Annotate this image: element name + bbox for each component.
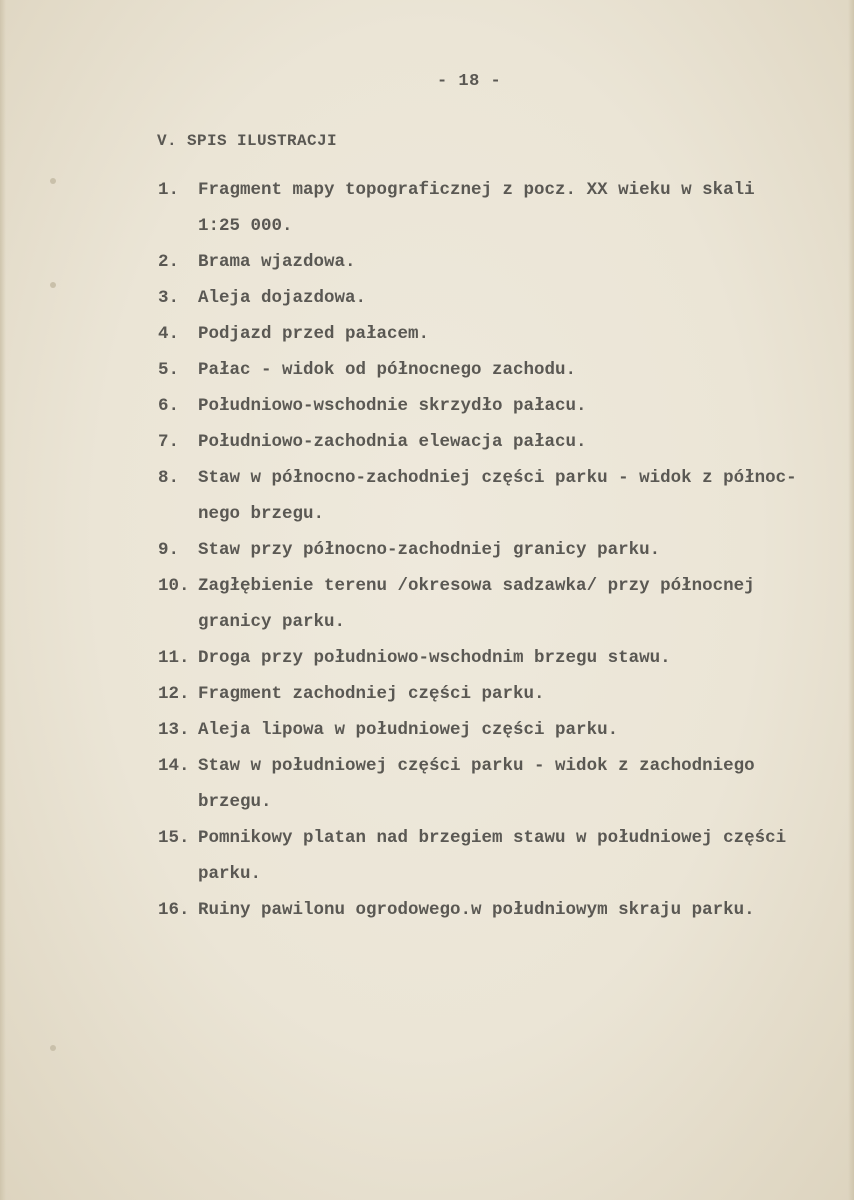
caption-line: Aleja lipowa w południowej części parku. [198, 720, 619, 740]
item-number: 12. [158, 684, 190, 704]
item-caption [198, 676, 545, 712]
binding-hole-mark [50, 282, 56, 288]
item-number: 5. [158, 360, 180, 380]
caption-line: 1:25 000. [198, 216, 293, 236]
item-number: 8. [158, 468, 180, 488]
page-edge-right [848, 0, 854, 1200]
list-item [158, 460, 797, 532]
illustration-list [158, 172, 797, 928]
list-item [158, 388, 797, 424]
item-caption [198, 712, 618, 748]
list-item [158, 640, 797, 676]
binding-hole-mark [50, 178, 56, 184]
caption-line: Brama wjazdowa. [198, 252, 356, 272]
list-item [158, 748, 797, 820]
item-number: 13. [158, 720, 190, 740]
caption-line: Staw w północno-zachodniej części parku - widok z północ- [198, 468, 797, 488]
caption-line: Droga przy południowo-wschodnim brzegu stawu. [198, 648, 671, 668]
item-caption [198, 280, 366, 316]
caption-line: Pałac - widok od północnego zachodu. [198, 360, 577, 380]
item-caption [198, 820, 786, 892]
list-item [158, 280, 797, 316]
item-caption [198, 748, 755, 820]
list-item [158, 316, 797, 352]
item-number: 4. [158, 324, 180, 344]
caption-line: Podjazd przed pałacem. [198, 324, 430, 344]
caption-line: nego brzegu. [198, 504, 325, 524]
section-heading: V. SPIS ILUSTRACJI [157, 132, 338, 150]
caption-line: brzegu. [198, 792, 272, 812]
caption-line: Staw przy północno-zachodniej granicy parku. [198, 540, 661, 560]
caption-line: Staw w południowej części parku - widok z zachodniego [198, 756, 755, 776]
item-number: 6. [158, 396, 180, 416]
item-number: 2. [158, 252, 180, 272]
caption-line: Pomnikowy platan nad brzegiem stawu w południowej części [198, 828, 787, 848]
item-caption [198, 568, 755, 640]
list-item [158, 892, 797, 928]
list-item [158, 676, 797, 712]
caption-line: Południowo-zachodnia elewacja pałacu. [198, 432, 587, 452]
list-item [158, 352, 797, 388]
item-number: 10. [158, 576, 190, 596]
list-item [158, 712, 797, 748]
item-number: 11. [158, 648, 190, 668]
list-item [158, 424, 797, 460]
item-caption [198, 640, 671, 676]
item-number: 1. [158, 180, 180, 200]
item-caption [198, 532, 660, 568]
caption-line: Zagłębienie terenu /okresowa sadzawka/ przy północnej [198, 576, 755, 596]
item-caption [198, 388, 587, 424]
item-caption [198, 892, 755, 928]
list-item [158, 244, 797, 280]
item-caption [198, 424, 587, 460]
caption-line: parku. [198, 864, 262, 884]
caption-line: Południowo-wschodnie skrzydło pałacu. [198, 396, 587, 416]
list-item [158, 820, 797, 892]
page-number: - 18 - [437, 72, 502, 91]
item-caption [198, 316, 429, 352]
item-number: 9. [158, 540, 180, 560]
caption-line: Fragment mapy topograficznej z pocz. XX wieku w skali [198, 180, 755, 200]
item-caption [198, 352, 576, 388]
caption-line: Fragment zachodniej części parku. [198, 684, 545, 704]
item-number: 14. [158, 756, 190, 776]
item-number: 3. [158, 288, 180, 308]
list-item [158, 172, 797, 244]
item-caption [198, 460, 797, 532]
list-item [158, 568, 797, 640]
list-item [158, 532, 797, 568]
item-number: 7. [158, 432, 180, 452]
item-number: 15. [158, 828, 190, 848]
caption-line: granicy parku. [198, 612, 346, 632]
binding-hole-mark [50, 1045, 56, 1051]
item-caption [198, 172, 755, 244]
page-edge-left [0, 0, 6, 1200]
caption-line: Ruiny pawilonu ogrodowego.w południowym skraju parku. [198, 900, 755, 920]
caption-line: Aleja dojazdowa. [198, 288, 367, 308]
item-caption [198, 244, 356, 280]
item-number: 16. [158, 900, 190, 920]
